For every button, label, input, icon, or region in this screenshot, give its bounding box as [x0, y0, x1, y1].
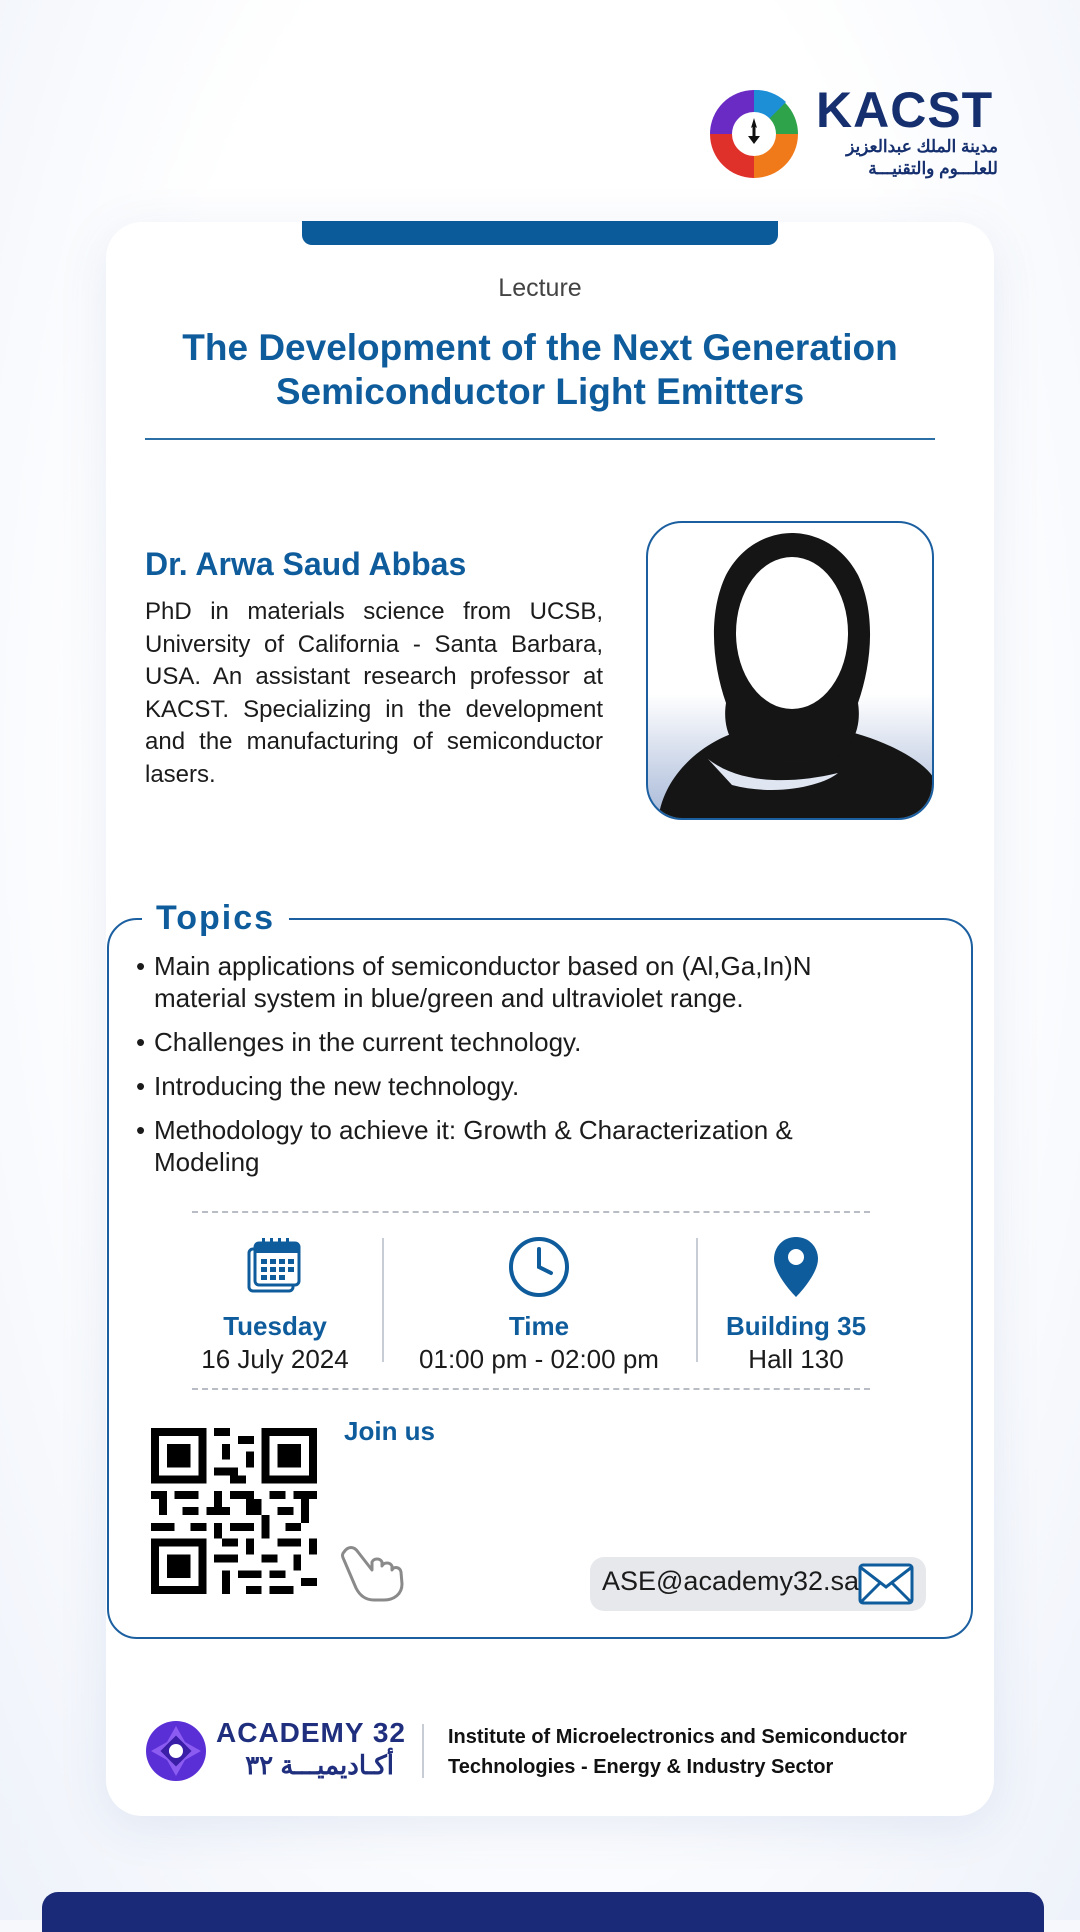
card-top-accent — [302, 221, 778, 245]
institute-line1: Institute of Microelectronics and Semiconductor — [448, 1726, 907, 1748]
title-divider — [145, 438, 935, 440]
event-title — [130, 326, 950, 414]
time-info — [414, 1234, 664, 1376]
org-name-ar-line1: مدينة الملك عبدالعزيز — [846, 137, 998, 156]
kacst-emblem-icon — [708, 88, 800, 180]
topic-item: • Methodology to achieve it: Growth & Characterization & Modeling — [136, 1114, 896, 1178]
hand-pointer-icon — [338, 1540, 408, 1602]
academy-name-ar: أكـاديميـــة ٣٢ — [245, 1750, 394, 1780]
location-info — [671, 1234, 921, 1376]
building-label: Building 35 — [725, 1311, 867, 1341]
mail-icon[interactable] — [858, 1563, 914, 1605]
org-name: KACST — [816, 82, 994, 138]
location-pin-icon — [772, 1235, 820, 1299]
event-title-line2: Semiconductor Light Emitters — [275, 371, 805, 412]
kacst-logo — [708, 82, 998, 182]
time-label: Time — [508, 1311, 570, 1341]
topics-heading: Topics — [142, 896, 289, 940]
details-divider-top — [192, 1211, 870, 1213]
event-type-label: Lecture — [498, 274, 582, 302]
topic-item: • Challenges in the current technology. — [136, 1026, 896, 1058]
org-name-ar-line2: للعلـــوم والتقنيـــة — [868, 159, 998, 178]
clock-icon — [507, 1235, 571, 1299]
academy32-emblem-icon — [145, 1720, 207, 1782]
contact-email[interactable]: ASE@academy32.sa — [602, 1566, 860, 1596]
institute-name — [448, 1722, 907, 1782]
hall-label: Hall 130 — [748, 1344, 844, 1374]
speaker-name: Dr. Arwa Saud Abbas — [145, 546, 467, 582]
institute-line2: Technologies - Energy & Industry Sector — [448, 1756, 834, 1778]
speaker-silhouette-icon — [648, 523, 934, 820]
footer-separator — [422, 1724, 424, 1778]
event-title-line1: The Development of the Next Generation — [182, 327, 898, 368]
topic-item: • Main applications of semiconductor based on (Al,Ga,In)N material system in blue/green and ultraviolet range. — [136, 950, 896, 1014]
topic-item: • Introducing the new technology. — [136, 1070, 896, 1102]
topics-list — [136, 950, 896, 1190]
bottom-bar — [42, 1892, 1044, 1932]
date-info — [150, 1234, 400, 1376]
day-label: Tuesday — [223, 1311, 327, 1341]
speaker-photo — [646, 521, 934, 820]
details-separator — [382, 1238, 384, 1362]
event-date: 16 July 2024 — [201, 1344, 349, 1374]
speaker-bio: PhD in materials science from UCSB, University of California - Santa Barbara, USA. An assistant research professor at KACST. Specializing in the development and the manufacturing of semiconductor lasers. — [145, 598, 603, 788]
qr-code[interactable] — [151, 1428, 317, 1594]
calendar-icon — [243, 1235, 307, 1299]
details-divider-bottom — [192, 1388, 870, 1390]
academy-name: ACADEMY 32 — [216, 1717, 406, 1748]
join-us-label: Join us — [344, 1416, 436, 1446]
event-time: 01:00 pm - 02:00 pm — [419, 1344, 659, 1374]
